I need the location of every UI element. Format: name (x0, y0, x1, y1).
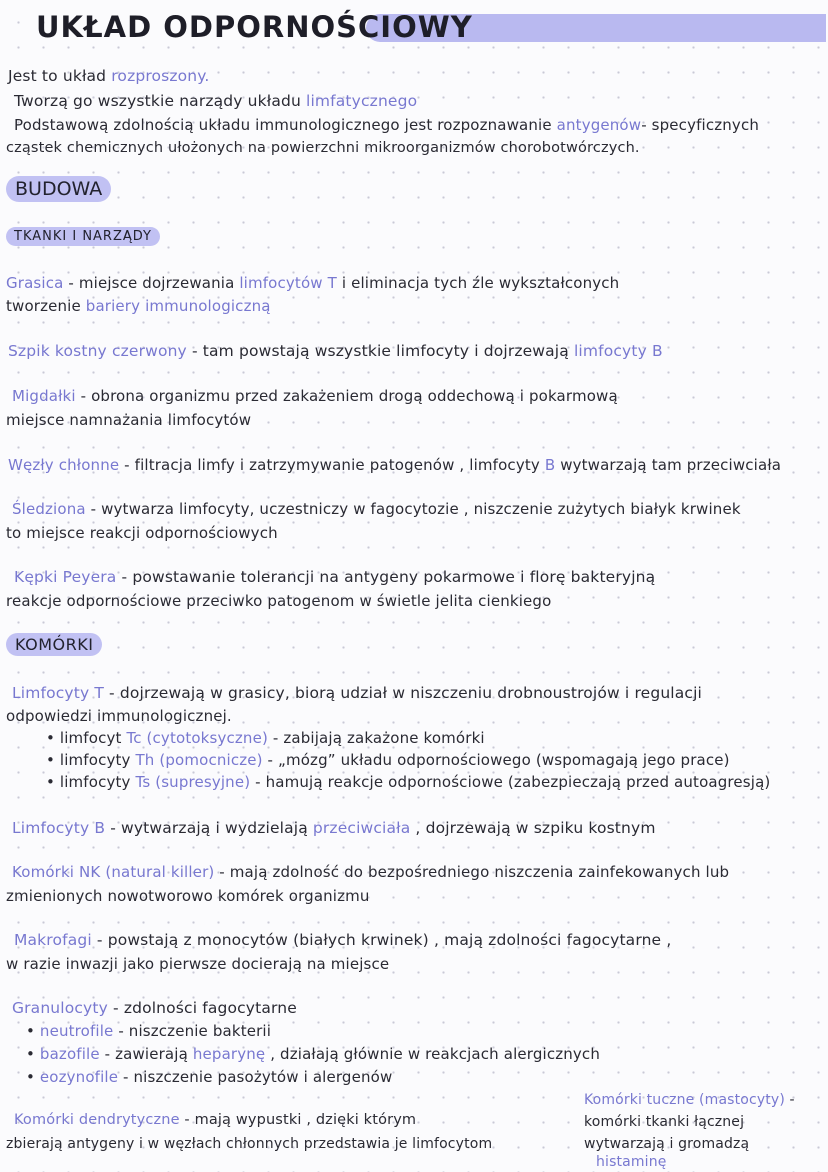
term: Limfocyty T (12, 684, 104, 702)
term: Komórki tuczne (mastocyty) (584, 1092, 785, 1108)
text: - wytwarza limfocyty, uczestniczy w fagocytozie , niszczenie zużytych białyk krwinek (85, 500, 741, 518)
term: Grasica (6, 274, 64, 292)
text: • limfocyt (46, 729, 127, 747)
term: limfocytów T (239, 274, 337, 292)
intro-line-4: cząstek chemicznych ułożonych na powierzchni mikroorganizmów chorobotwórczych. (6, 140, 640, 156)
text: - zabijają zakażone komórki (267, 729, 485, 747)
tuczne-line-2: komórki tkanki łącznej (584, 1114, 745, 1130)
kepki-line-1 (14, 567, 655, 587)
text: - zdolności fagocytarne (107, 999, 297, 1017)
term: przeciwciała (312, 819, 411, 837)
granulocyty-line (12, 998, 297, 1018)
kepki-line-2: reakcje odpornościowe przeciwko patogenom w świetle jelita cienkiego (6, 592, 552, 610)
text: - obrona organizmu przed zakażeniem drogą oddechową i pokarmową (75, 387, 618, 405)
intro-keyword: antygenów (556, 116, 642, 134)
term: Th (pomocnicze) (135, 751, 263, 769)
text: - mają zdolność do bezpośredniego niszczenia zainfekowanych lub (214, 863, 730, 881)
limfT-line-1 (12, 683, 702, 703)
text: - dojrzewają w grasicy, biorą udział w niszczeniu drobnoustrojów i regulacji (103, 684, 702, 702)
nk-line-1 (12, 862, 729, 882)
wezly-line (8, 455, 781, 475)
migdalki-line-1 (12, 386, 618, 406)
text: - filtracja limfy i zatrzymywanie patogenów , limfocyty (119, 456, 545, 474)
term: Limfocyty B (12, 819, 106, 837)
term: Węzły chłonne (8, 456, 120, 474)
dendrytyczne-line-2: zbierają antygeny i w węzłach chłonnych przedstawia je limfocytom (6, 1136, 493, 1152)
term: bazofile (39, 1045, 100, 1063)
term: Granulocyty (12, 999, 108, 1017)
term: Komórki dendrytyczne (14, 1112, 180, 1128)
text: - powstawanie tolerancji na antygeny pokarmowe i florę bakteryjną (116, 568, 656, 586)
text: • limfocyty (46, 773, 136, 791)
intro-text: Podstawową zdolnością układu immunologicznego jest rozpoznawanie (14, 116, 557, 134)
text: - zawierają (99, 1045, 193, 1063)
section-heading-budowa: BUDOWA (6, 176, 111, 202)
limfT-line-2: odpowiedzi immunologicznej. (6, 707, 232, 725)
migdalki-line-2: miejsce namnażania limfocytów (6, 411, 252, 429)
text: - tam powstają wszystkie limfocyty i dojrzewają (186, 342, 574, 360)
text: - wytwarzają i wydzielają (105, 819, 313, 837)
text: - powstają z monocytów (białych krwinek) , mają zdolności fagocytarne , (91, 931, 672, 949)
text: , dojrzewają w szpiku kostnym (410, 819, 656, 837)
term: neutrofile (39, 1022, 114, 1040)
text: • (26, 1068, 40, 1086)
eozynofile-bullet (26, 1067, 392, 1087)
text: - miejsce dojrzewania (63, 274, 240, 292)
term: B (544, 456, 556, 474)
intro-keyword: rozproszony. (111, 67, 210, 85)
text: - hamują reakcje odpornościowe (zabezpieczają przed autoagresją) (250, 773, 771, 791)
term: Komórki NK (natural killer) (12, 863, 215, 881)
makrofagi-line-2: w razie inwazji jako pierwsze docierają na miejsce (6, 955, 390, 973)
tuczne-line-1 (584, 1090, 795, 1110)
sledziona-line-2: to miejsce reakcji odpornościowych (6, 524, 278, 542)
text: • limfocyty (46, 751, 136, 769)
tc-bullet (46, 728, 485, 748)
term: eozynofile (39, 1068, 119, 1086)
intro-text: Jest to układ (8, 67, 112, 85)
text: • (26, 1022, 40, 1040)
term: Migdałki (12, 387, 76, 405)
term: Ts (supresyjne) (135, 773, 251, 791)
makrofagi-line-1 (14, 930, 671, 950)
intro-text: Tworzą go wszystkie narządy układu (14, 92, 307, 110)
term: Makrofagi (14, 931, 92, 949)
text: , działają głównie w reakcjach alergicznych (265, 1045, 600, 1063)
text: • (26, 1045, 40, 1063)
term: bariery immunologiczną (85, 297, 271, 315)
intro-line-2 (14, 91, 417, 111)
tuczne-line-4: histaminę (596, 1154, 667, 1170)
text: - (784, 1092, 795, 1108)
tuczne-line-3: wytwarzają i gromadzą (584, 1136, 750, 1152)
szpik-line (8, 341, 663, 361)
text: tworzenie (6, 297, 86, 315)
limfB-line (12, 818, 656, 838)
text: i eliminacja tych źle wykształconych (336, 274, 620, 292)
grasica-line-2 (6, 296, 271, 316)
term: limfocyty B (573, 342, 663, 360)
intro-text: - specyficznych (641, 116, 760, 134)
section-heading-komorki: KOMÓRKI (6, 633, 102, 656)
term: Śledziona (12, 500, 86, 518)
subheading-tkanki: TKANKI I NARZĄDY (6, 227, 160, 246)
page-title: UKŁAD ODPORNOŚCIOWY (36, 10, 473, 44)
term: Szpik kostny czerwony (8, 342, 187, 360)
term: Kępki Peyera (14, 568, 117, 586)
intro-line-3 (14, 115, 759, 135)
bazofile-bullet (26, 1044, 600, 1064)
text: - „mózg” układu odpornościowego (wspomagają jego prace) (262, 751, 730, 769)
text: wytwarzają tam przeciwciała (555, 456, 782, 474)
ts-bullet (46, 772, 770, 792)
nk-line-2: zmienionych nowotworowo komórek organizmu (6, 887, 370, 905)
grasica-line-1 (6, 273, 619, 293)
text: - mają wypustki , dzięki którym (179, 1112, 417, 1128)
intro-keyword: limfatycznego (306, 92, 418, 110)
sledziona-line-1 (12, 499, 741, 519)
neutrofile-bullet (26, 1021, 271, 1041)
text: - niszczenie pasożytów i alergenów (118, 1068, 393, 1086)
text: - niszczenie bakterii (113, 1022, 272, 1040)
term: heparynę (192, 1045, 266, 1063)
th-bullet (46, 750, 730, 770)
term: Tc (cytotoksyczne) (126, 729, 268, 747)
intro-line-1 (8, 66, 209, 86)
dendrytyczne-line-1 (14, 1110, 416, 1130)
